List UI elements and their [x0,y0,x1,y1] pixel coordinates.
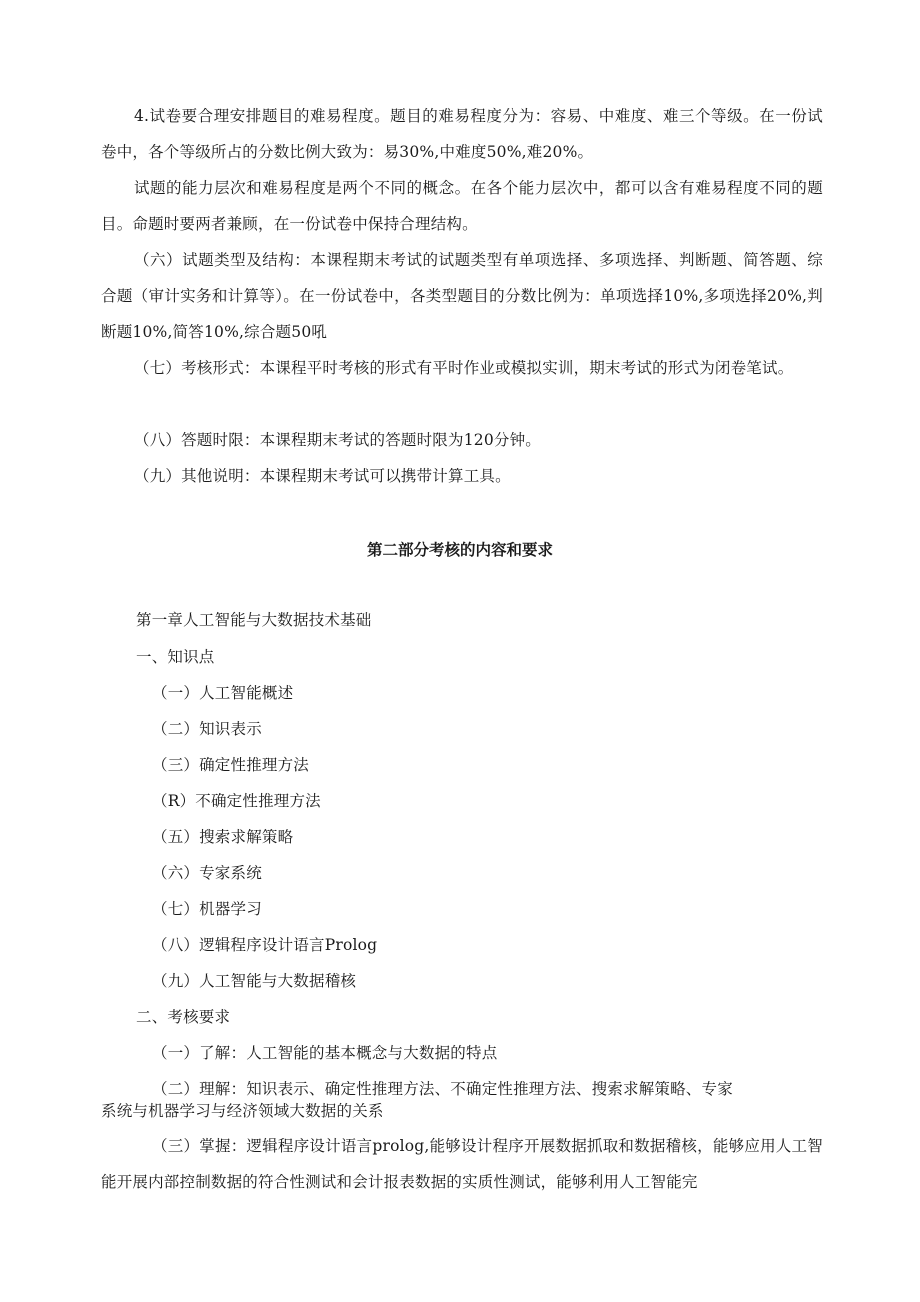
list-item: （九）人工智能与大数据稽核 [152,972,357,990]
list-item: （七）机器学习 [152,900,262,918]
list-item: （三）确定性推理方法 [152,756,310,774]
paragraph-ability-levels: 试题的能力层次和难易程度是两个不同的概念。在各个能力层次中，都可以含有难易程度不同的题目。命题时要两者兼顾，在一份试卷中保持合理结构。 [101,179,823,233]
requirement-master: （三）掌握：逻辑程序设计语言prolog,能够设计程序开展数据抓取和数据稽核，能够应用人工智能开展内部控制数据的符合性测试和会计报表数据的实质性测试，能够利用人工智能完 [101,1137,823,1191]
paragraph-other-notes: （九）其他说明：本课程期末考试可以携带计算工具。 [134,467,511,485]
requirement-comprehend-line2: 系统与机器学习与经济领域大数据的关系 [101,1102,384,1120]
paragraph-exam-form: （七）考核形式：本课程平时考核的形式有平时作业或模拟实训，期末考试的形式为闭卷笔试。 [134,359,794,377]
list-item: （五）搜索求解策略 [152,828,294,846]
paragraph-difficulty: 4.试卷要合理安排题目的难易程度。题目的难易程度分为：容易、中难度、难三个等级。在一份试卷中，各个等级所占的分数比例大致为：易30%,中难度50%,难20%。 [101,107,823,161]
list-item: （R）不确定性推理方法 [152,792,321,810]
knowledge-heading: 一、知识点 [136,648,215,666]
list-item: （二）知识表示 [152,720,262,738]
paragraph-time-limit: （八）答题时限：本课程期末考试的答题时限为120分钟。 [134,431,541,449]
requirement-understand: （一）了解：人工智能的基本概念与大数据的特点 [152,1044,498,1062]
list-item: （一）人工智能概述 [152,684,294,702]
section-title: 第二部分考核的内容和要求 [366,541,553,559]
paragraph-question-types: （六）试题类型及结构：本课程期末考试的试题类型有单项选择、多项选择、判断题、简答题、综合题（审计实务和计算等）。在一份试卷中，各类型题目的分数比例为：单项选择10%,多项选择20%,判断题10%,简答10%,综合题50吼 [101,251,823,341]
list-item: （八）逻辑程序设计语言Prolog [152,936,378,954]
chapter-title: 第一章人工智能与大数据技术基础 [136,611,372,629]
list-item: （六）专家系统 [152,864,262,882]
requirements-heading: 二、考核要求 [136,1008,231,1026]
requirement-comprehend-line1: （二）理解：知识表示、确定性推理方法、不确定性推理方法、搜索求解策略、专家 [152,1080,733,1098]
